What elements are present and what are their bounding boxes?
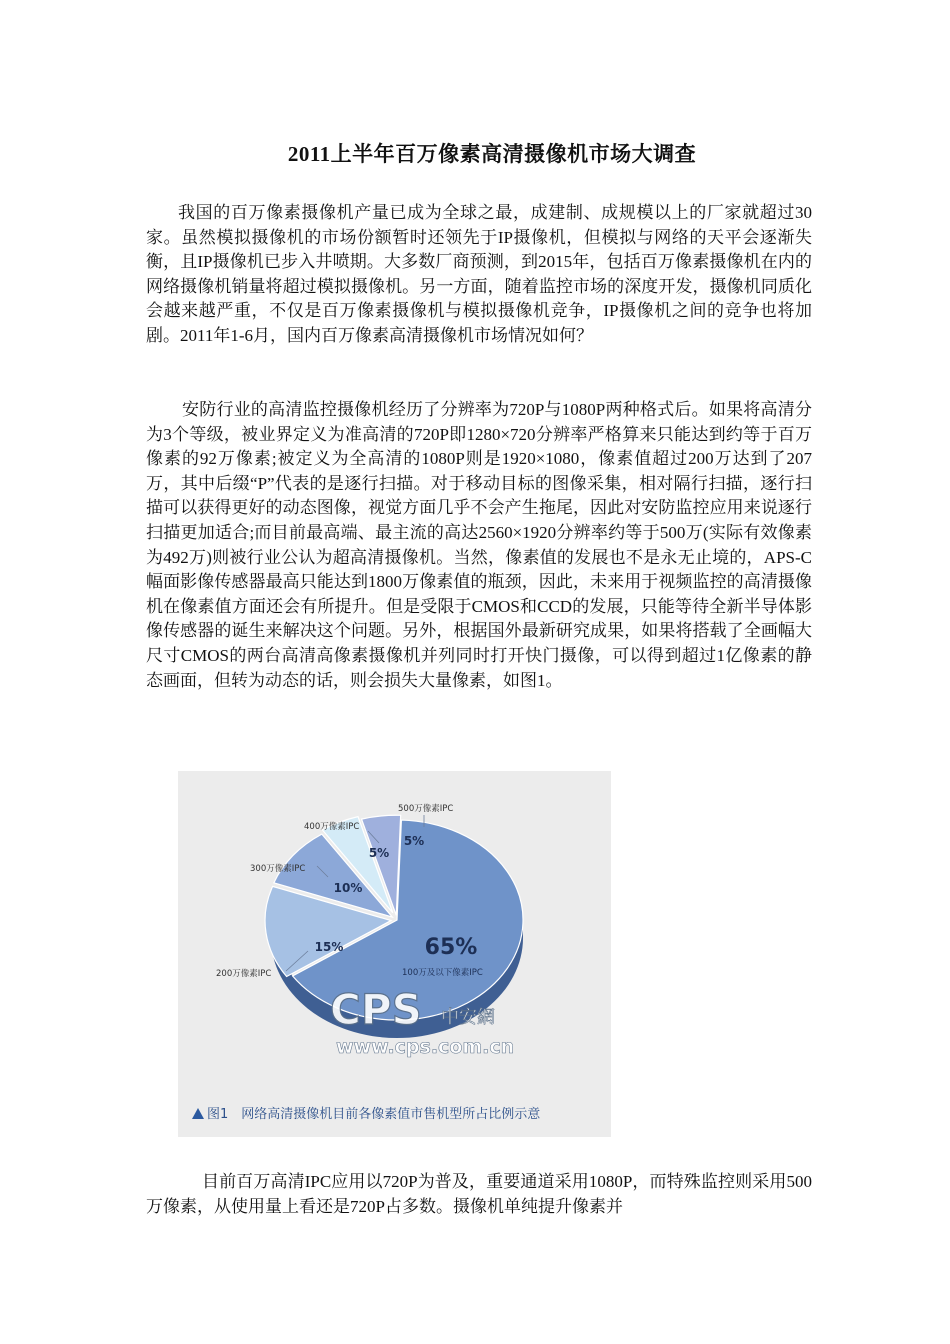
pie-category-label: 500万像素IPC [398, 804, 454, 814]
page-title: 2011上半年百万像素高清摄像机市场大调查 [287, 142, 697, 166]
watermark-url: www.cps.com.cn [336, 1036, 515, 1058]
watermark-main: CPS [330, 985, 422, 1034]
pie-value-label: 10% [333, 881, 363, 895]
triangle-icon [192, 1108, 204, 1119]
watermark-cn: 中安網 [441, 1007, 495, 1028]
pie-value-label: 5% [403, 834, 425, 848]
figure-caption [192, 1103, 540, 1122]
figure-1 [178, 771, 611, 1137]
paragraph-ipc-usage: 目前百万高清IPC应用以720P为普及，重要通道采用1080P，而特殊监控则采用500万像素，从使用量上看还是720P占多数。摄像机单纯提升像素并 [146, 1172, 812, 1216]
paragraph-intro: 我国的百万像素摄像机产量已成为全球之最，成建制、成规模以上的厂家就超过30家。虽然模拟摄像机的市场份额暂时还领先于IP摄像机，但模拟与网络的天平会逐渐失衡，且IP摄像机已步入井喷期。大多数厂商预测，到2015年，包括百万像素摄像机在内的网络摄像机销量将超过模拟摄像机。另一方面，随着监控市场的深度开发，摄像机同质化会越来越严重，不仅是百万像素摄像机与模拟摄像机竞争，IP摄像机之间的竞争也将加剧。2011年1-6月，国内百万像素高清摄像机市场情况如何？ [146, 203, 812, 345]
pie-value-label: 5% [368, 846, 390, 860]
figure-caption-text: 图1 网络高清摄像机目前各像素值市售机型所占比例示意 [207, 1107, 541, 1122]
pie-chart [178, 771, 611, 1101]
pie-category-label: 300万像素IPC [250, 864, 306, 874]
pie-category-label: 200万像素IPC [216, 969, 272, 979]
pie-category-label: 100万及以下像素IPC [402, 968, 483, 978]
paragraph-resolution: 安防行业的高清监控摄像机经历了分辨率为720P与1080P两种格式后。如果将高清分为3个等级，被业界定义为准高清的720P即1280×720分辨率严格算来只能达到约等于百万像素的92万像素;被定义为全高清的1080P则是1920×1080，像素值超过200万达到了207万，其中后缀“P”代表的是逐行扫描。对于移动目标的图像采集，相对隔行扫描，逐行扫描可以获得更好的动态图像，视觉方面几乎不会产生拖尾，因此对安防监控应用来说逐行扫描更加适合;而目前最高端、最主流的高达2560×1920分辨率约等于500万(实际有效像素为492万)则被行业公认为超高清摄像机。当然，像素值的发展也不是永无止境的，APS-C幅面影像传感器最高只能达到1800万像素值的瓶颈，因此，未来用于视频监控的高清摄像机在像素值方面还会有所提升。但是受限于CMOS和CCD的发展，只能等待全新半导体影像传感器的诞生来解决这个问题。另外，根据国外最新研究成果，如果将搭载了全画幅大尺寸CMOS的两台高清高像素摄像机并列同时打开快门摄像，可以得到超过1亿像素的静态画面，但转为动态的话，则会损失大量像素，如图1。 [146, 400, 812, 690]
pie-value-label: 65% [424, 935, 478, 960]
pie-category-label: 400万像素IPC [304, 822, 360, 832]
pie-value-label: 15% [314, 940, 344, 954]
